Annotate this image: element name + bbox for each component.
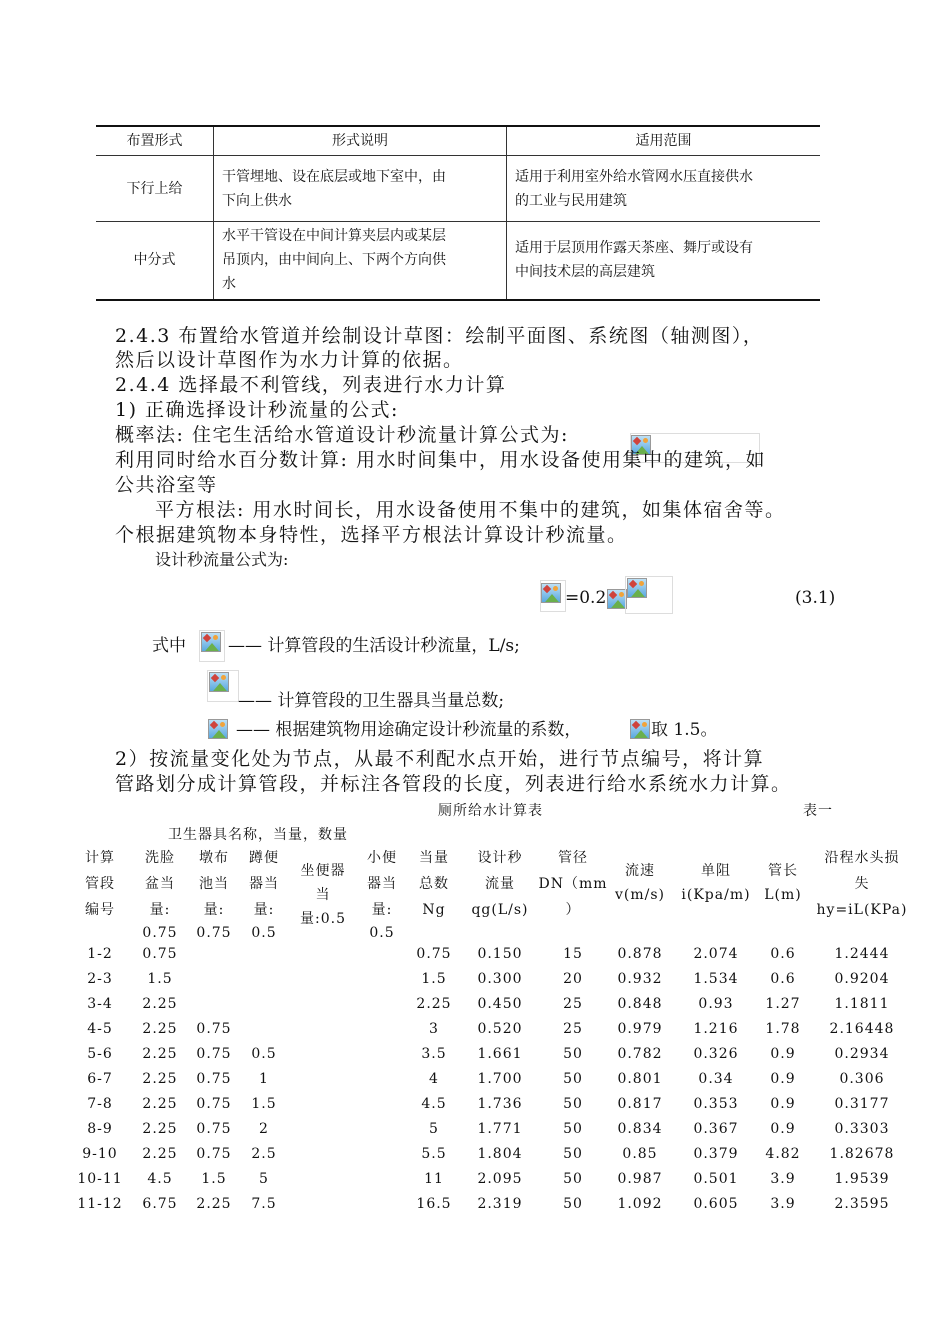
table-cell: 0.379 [693,1146,739,1162]
col-header-scope: 适用范围 [507,126,821,156]
column-header-line: 坐便器 [300,863,346,879]
column-header-line: 当量 [419,850,449,866]
table-cell: 11 [424,1171,444,1187]
table-cell: 7-8 [87,1096,113,1112]
formula-equals: =0.2 [565,588,607,608]
column-header-line: 总数 [419,876,449,892]
column-header-line: 器当 [367,876,397,892]
table-cell: 0.75 [196,1096,232,1112]
column-header-line: 管段 [85,876,115,892]
table-row [0,1071,950,1096]
column-header-line: ） [565,902,581,918]
table-cell: 2.25 [142,1021,178,1037]
table-cell: 4.5 [147,1171,173,1187]
form-scope-cell [507,156,821,222]
table-cell: 50 [563,1046,583,1062]
table-cell: 2.25 [142,1046,178,1062]
column-header-line: 编号 [85,902,115,918]
column-header-line: i(Kpa/m) [681,887,751,903]
table-cell: 5-6 [87,1046,113,1062]
column-header-line: 量: [149,902,171,918]
table-cell: 0.450 [477,996,523,1012]
table-cell: 0.605 [693,1196,739,1212]
table-cell: 5 [429,1121,439,1137]
table-cell: 0.3177 [834,1096,890,1112]
column-header-line: 单阻 [701,863,731,879]
table-cell: 0.834 [617,1121,663,1137]
table-cell: 0.987 [617,1171,663,1187]
column-header-line: 计算 [85,850,115,866]
scope-line: 的工业与民用建筑 [515,192,627,209]
column-header-line: 流量 [485,876,515,892]
table-cell: 0.9 [770,1096,796,1112]
column-header-line: 池当 [199,876,229,892]
scope-line: 适用于层顶用作露天茶座、舞厅或设有 [515,240,753,257]
table-cell: 0.501 [693,1171,739,1187]
table-cell: 1.700 [477,1071,523,1087]
table-cell: 2.25 [142,1071,178,1087]
table-cell: 2.095 [477,1171,523,1187]
table-cell: 0.367 [693,1121,739,1137]
table-cell: 1.736 [477,1096,523,1112]
scope-line: 适用于利用室外给水管网水压直接供水 [515,168,753,185]
table-cell: 0.34 [698,1071,734,1087]
table-cell: 1.5 [421,971,447,987]
table-cell: 10-11 [77,1171,123,1187]
table-cell: 1.092 [617,1196,663,1212]
table-cell: 2.16448 [829,1021,895,1037]
table-cell: 4-5 [87,1021,113,1037]
table-cell: 1.804 [477,1146,523,1162]
table-cell: 0.3303 [834,1121,890,1137]
table-cell: 2.25 [416,996,452,1012]
table-cell: 1.1811 [834,996,890,1012]
column-header-line: 失 [854,876,870,892]
table-cell: 4 [429,1071,439,1087]
scope-line: 中间技术层的高层建筑 [515,264,655,281]
table-row [0,996,950,1021]
table-cell: 2.3595 [834,1196,890,1212]
table-row [0,971,950,996]
table-cell: 0.2934 [834,1046,890,1062]
formula-image-frame [540,580,566,612]
table-cell: 1-2 [87,946,113,962]
table-cell: 0.6 [770,971,796,987]
column-header-line: 量:0.5 [300,911,346,927]
column-header-line: Ng [422,902,446,918]
table-row [0,1021,950,1046]
table-cell: 0.300 [477,971,523,987]
table-cell: 0.326 [693,1046,739,1062]
column-header-line: 0.75 [142,925,178,941]
table-cell: 1.9539 [834,1171,890,1187]
form-type-cell: 下行上给 [96,156,214,222]
col-header-description: 形式说明 [214,126,507,156]
desc-line: 干管埋地、设在底层或地下室中，由 [222,168,446,185]
column-header-line: 设计秒 [477,850,523,866]
form-scope-cell [507,222,821,300]
column-header-line: 0.75 [196,925,232,941]
form-desc-cell [214,222,507,300]
form-desc-cell [214,156,507,222]
column-header-line: 当 [315,887,331,903]
definition-alpha: —— 根据建筑物用途确定设计秒流量的系数， [236,720,582,740]
table-cell: 11-12 [77,1196,123,1212]
table-cell: 1 [259,1071,269,1087]
table-cell: 2-3 [87,971,113,987]
table-cell: 1.661 [477,1046,523,1062]
column-header-line: 洗脸 [145,850,175,866]
table-cell: 1.78 [765,1021,801,1037]
column-header-line: 蹲便 [249,850,279,866]
table-cell: 50 [563,1121,583,1137]
table-cell: 0.878 [617,946,663,962]
table-cell: 0.782 [617,1046,663,1062]
table-cell: 0.85 [622,1146,658,1162]
table-row [0,946,950,971]
table-cell: 3 [429,1021,439,1037]
table-cell: 0.848 [617,996,663,1012]
table-cell: 0.979 [617,1021,663,1037]
definition-ng: —— 计算管段的卫生器具当量总数; [238,691,505,711]
table-cell: 50 [563,1071,583,1087]
simultaneous-method-line1: 利用同时给水百分数计算: 用水时间集中，用水设备使用集中的建筑，如 [115,449,766,471]
table-cell: 1.82678 [829,1146,895,1162]
column-header-line: L(m) [764,887,802,903]
table-cell: 8-9 [87,1121,113,1137]
table-cell: 1.5 [147,971,173,987]
table-cell: 1.771 [477,1121,523,1137]
table-row [0,1171,950,1196]
form-type-cell: 中分式 [96,222,214,300]
table-cell: 0.93 [698,996,734,1012]
table-cell: 0.75 [416,946,452,962]
table-cell: 50 [563,1096,583,1112]
table-cell: 0.75 [196,1146,232,1162]
table-cell: 4.5 [421,1096,447,1112]
definition-alpha-value: 取 1.5。 [651,720,718,740]
where-label: 式中 [152,636,186,656]
item-2-line1: 2）按流量变化处为节点，从最不利配水点开始，进行节点编号，将计算 [115,748,765,770]
table-cell: 50 [563,1171,583,1187]
table-cell: 2.319 [477,1196,523,1212]
table-cell: 2.25 [142,1096,178,1112]
table-cell: 0.75 [196,1046,232,1062]
table-cell: 3.5 [421,1046,447,1062]
table-cell: 0.9 [770,1121,796,1137]
column-header-line: 量: [371,902,393,918]
simultaneous-method-line2: 公共浴室等 [115,474,218,496]
table-cell: 6.75 [142,1196,178,1212]
table-row [0,1096,950,1121]
table-cell: 16.5 [416,1196,452,1212]
table-cell: 5.5 [421,1146,447,1162]
table-row [0,1146,950,1171]
column-header-line: 量: [253,902,275,918]
table-cell: 15 [563,946,583,962]
table-row [0,1196,950,1221]
table-cell: 1.27 [765,996,801,1012]
column-header-line: 小便 [367,850,397,866]
table-row [0,1121,950,1146]
table-cell: 7.5 [251,1196,277,1212]
table-cell: 25 [563,1021,583,1037]
table-cell: 2.25 [196,1196,232,1212]
probability-method: 概率法: 住宅生活给水管道设计秒流量计算公式为: [115,424,569,446]
table-row [0,1046,950,1071]
item-2-line2: 管路划分成计算管段，并标注各管段的长度，列表进行给水系统水力计算。 [115,773,792,795]
table-cell: 50 [563,1146,583,1162]
column-header-line: 沿程水头损 [824,850,900,866]
table-cell: 20 [563,971,583,987]
table-cell: 9-10 [82,1146,118,1162]
column-header-line: 0.5 [369,925,395,941]
formula-intro: 设计秒流量公式为: [155,550,289,569]
table-cell: 3-4 [87,996,113,1012]
table-cell: 0.9204 [834,971,890,987]
table-cell: 1.5 [201,1171,227,1187]
table-cell: 0.6 [770,946,796,962]
section-2-4-4-heading: 2.4.4 选择最不利管线，列表进行水力计算 [115,374,507,396]
column-header-line: 流速 [625,863,655,879]
table-cell: 5 [259,1171,269,1187]
table-cell: 2.25 [142,996,178,1012]
desc-line: 下向上供水 [222,192,292,209]
table-cell: 0.75 [196,1121,232,1137]
table-cell: 25 [563,996,583,1012]
table-cell: 0.932 [617,971,663,987]
column-header-line: qg(L/s) [471,902,529,918]
square-root-method-line1: 平方根法: 用水时间长，用水设备使用不集中的建筑，如集体宿舍等。 [155,499,786,521]
column-header-line: 量: [203,902,225,918]
column-header-line: 器当 [249,876,279,892]
table-cell: 0.306 [839,1071,885,1087]
column-header-line: 0.5 [251,925,277,941]
table-cell: 2.25 [142,1146,178,1162]
section-2-4-3-line1: 2.4.3 布置给水管道并绘制设计草图：绘制平面图、系统图（轴测图）， [115,325,764,347]
table-cell: 1.534 [693,971,739,987]
formula-number: (3.1) [795,588,836,608]
table-cell: 1.2444 [834,946,890,962]
square-root-method-line2: 个根据建筑物本身特性，选择平方根法计算设计秒流量。 [115,524,628,546]
column-header-line: 盆当 [145,876,175,892]
table-cell: 1.216 [693,1021,739,1037]
table-cell: 0.75 [196,1021,232,1037]
desc-line: 水 [222,276,236,293]
column-header-line: DN（mm [538,876,608,892]
layout-forms-table [96,125,820,301]
table-cell: 4.82 [765,1146,801,1162]
table-cell: 2.074 [693,946,739,962]
table-cell: 0.520 [477,1021,523,1037]
table-cell: 0.75 [142,946,178,962]
column-header-line: v(m/s) [614,887,665,903]
table-number: 表一 [803,803,833,819]
table-cell: 50 [563,1196,583,1212]
section-2-4-3-line2: 然后以设计草图作为水力计算的依据。 [115,349,464,371]
table-cell: 0.9 [770,1046,796,1062]
fixture-group-header: 卫生器具名称，当量，数量 [168,827,348,843]
table-cell: 2.25 [142,1121,178,1137]
table-cell: 3.9 [770,1196,796,1212]
column-header-line: 管长 [768,863,798,879]
table-cell: 2.5 [251,1146,277,1162]
table-cell: 6-7 [87,1071,113,1087]
definition-qg: —— 计算管段的生活设计秒流量，L/s; [228,636,520,656]
table-cell: 0.5 [251,1046,277,1062]
column-header-line: hy=iL(KPa) [816,902,908,918]
desc-line: 吊顶内，由中间向上、下两个方向供 [222,252,446,269]
table-cell: 2 [259,1121,269,1137]
col-header-form: 布置形式 [96,126,214,156]
table-cell: 0.801 [617,1071,663,1087]
table-cell: 0.353 [693,1096,739,1112]
item-1: 1) 正确选择设计秒流量的公式: [115,399,399,421]
table-cell: 0.9 [770,1071,796,1087]
column-header-line: 管径 [558,850,588,866]
column-header-line: 墩布 [199,850,229,866]
table-title: 厕所给水计算表 [438,803,543,819]
table-cell: 1.5 [251,1096,277,1112]
table-cell: 3.9 [770,1171,796,1187]
table-cell: 0.150 [477,946,523,962]
table-cell: 0.817 [617,1096,663,1112]
desc-line: 水平干管设在中间计算夹层内或某层 [222,228,446,245]
table-cell: 0.75 [196,1071,232,1087]
